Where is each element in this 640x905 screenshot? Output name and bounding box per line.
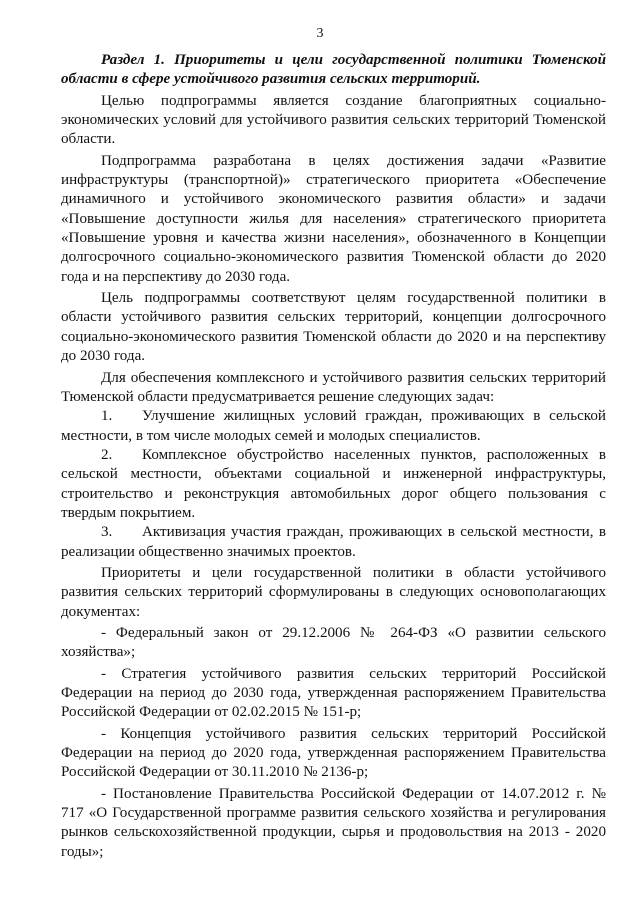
task-number: 2. bbox=[101, 446, 113, 463]
task-item bbox=[61, 446, 606, 523]
task-text: Активизация участия граждан, проживающих в сельской местности, в реализации общественно значимых проектов. bbox=[61, 524, 606, 560]
document-body bbox=[61, 51, 606, 862]
document-list-item: - Стратегия устойчивого развития сельских территорий Российской Федерации на период до 2030 года, утвержденная распоряжением Правительства Российской Федерации от 02.02.2015 № 151-р; bbox=[61, 665, 606, 721]
paragraph-documents-intro: Приоритеты и цели государственной политики в области устойчивого развития сельских территорий сформулированы в следующих основополагающих документах: bbox=[61, 564, 606, 620]
task-text: Улучшение жилищных условий граждан, проживающих в сельской местности, в том числе молодых семей и молодых специалистов. bbox=[61, 408, 606, 444]
section-heading: Раздел 1. Приоритеты и цели государственной политики Тюменской области в сфере устойчивого развития сельских территорий. bbox=[61, 52, 606, 88]
document-list-item: - Концепция устойчивого развития сельских территорий Российской Федерации на период до 2020 года, утвержденная распоряжением Правительства Российской Федерации от 30.11.2010 № 2136-р; bbox=[61, 725, 606, 781]
paragraph-tasks-intro: Для обеспечения комплексного и устойчивого развития сельских территорий Тюменской области предусматривается решение следующих задач: bbox=[61, 369, 606, 405]
document-list-item: - Федеральный закон от 29.12.2006 № 264-ФЗ «О развитии сельского хозяйства»; bbox=[61, 624, 606, 661]
paragraph-development: Подпрограмма разработана в целях достижения задачи «Развитие инфраструктуры (транспортной)» стратегического приоритета «Обеспечение динамичного и устойчивого экономического развития области» и задачи «Повышение доступности жилья для населения» стратегического приоритета «Повышение уровня и качества жизни населения», обозначенного в Концепции долгосрочного социально-экономического развития Тюменской области до 2020 года и на перспективу до 2030 года. bbox=[61, 152, 606, 285]
page-number: 3 bbox=[316, 26, 324, 41]
task-item bbox=[61, 523, 606, 562]
task-number: 3. bbox=[101, 524, 113, 541]
task-text: Комплексное обустройство населенных пунктов, расположенных в сельской местности, объектами социальной и инженерной инфраструктуры, строительство и реконструкция автомобильных дорог общего пользования с твердым покрытием. bbox=[61, 446, 606, 521]
task-number: 1. bbox=[101, 408, 113, 425]
paragraph-goal: Целью подпрограммы является создание благоприятных социально-экономических условий для устойчивого развития сельских территорий Тюменской области. bbox=[61, 92, 606, 148]
paragraph-policy-alignment: Цель подпрограммы соответствуют целям государственной политики в области устойчивого развития сельских территорий, концепции долгосрочного социально-экономического развития Тюменской области до 2020 и на перспективу до 2030 года. bbox=[61, 290, 606, 365]
document-list-item: - Постановление Правительства Российской Федерации от 14.07.2012 г. № 717 «О Государственной программе развития сельского хозяйства и регулирования рынков сельскохозяйственной продукции, сырья и продовольствия на 2013 - 2020 годы»; bbox=[61, 785, 606, 860]
task-item bbox=[61, 407, 606, 446]
